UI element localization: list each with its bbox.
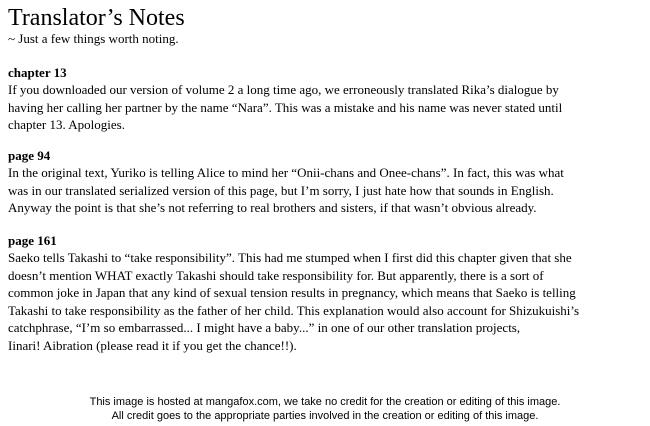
page-subtitle: ~ Just a few things worth noting.	[8, 31, 179, 46]
note-section-page-94	[8, 148, 640, 217]
body-line: was in our translated serialized version of this page, but I’m sorry, I just hate how that sounds in English.	[8, 182, 554, 198]
body-line: Anyway the point is that she’s not referring to real brothers and sisters, if that wasn’t obvious already.	[8, 200, 537, 215]
footer-hosting-notice: This image is hosted at mangafox.com, we take no credit for the creation or editing of this image.	[89, 396, 561, 408]
body-line: common joke in Japan that any kind of sexual tension results in pregnancy, which means that Saeko is telling	[8, 285, 576, 300]
body-line: catchphrase, “I’m so embarrassed... I might have a baby...” in one of our other translation projects,	[8, 320, 521, 335]
page-title: Translator’s Notes	[8, 5, 185, 31]
section-body	[8, 81, 640, 134]
credit-footer	[0, 395, 650, 423]
body-line: doesn’t mention WHAT exactly Takashi should take responsibility for. But apparently, there is a sort of	[8, 267, 544, 283]
body-line: In the original text, Yuriko is telling Alice to mind her “Onii-chans and Onee-chans”. In fact, this was what	[8, 165, 564, 180]
body-line: Iinari! Aibration (please read it if you get the chance!!).	[8, 337, 297, 353]
body-line: having her calling her partner by the name “Nara”. This was a mistake and his name was never stated until	[8, 99, 563, 115]
footer-credit-notice: All credit goes to the appropriate parties involved in the creation or editing of this image.	[111, 410, 539, 422]
section-heading: page 94	[8, 148, 51, 163]
note-section-page-161	[8, 233, 640, 354]
body-line: chapter 13. Apologies.	[8, 117, 125, 132]
section-heading: page 161	[8, 233, 57, 248]
section-body	[8, 249, 640, 354]
body-line: Saeko tells Takashi to “take responsibility”. This had me stumped when I first did this chapter given that she	[8, 250, 572, 265]
body-line: Takashi to take responsibility as the father of her child. This explanation would also account for Shizukuishi’s	[8, 302, 580, 318]
body-line: If you downloaded our version of volume 2 a long time ago, we erroneously translated Rika’s dialogue by	[8, 82, 559, 97]
note-section-chapter-13	[8, 65, 640, 134]
section-heading: chapter 13	[8, 65, 67, 80]
section-body	[8, 164, 640, 217]
